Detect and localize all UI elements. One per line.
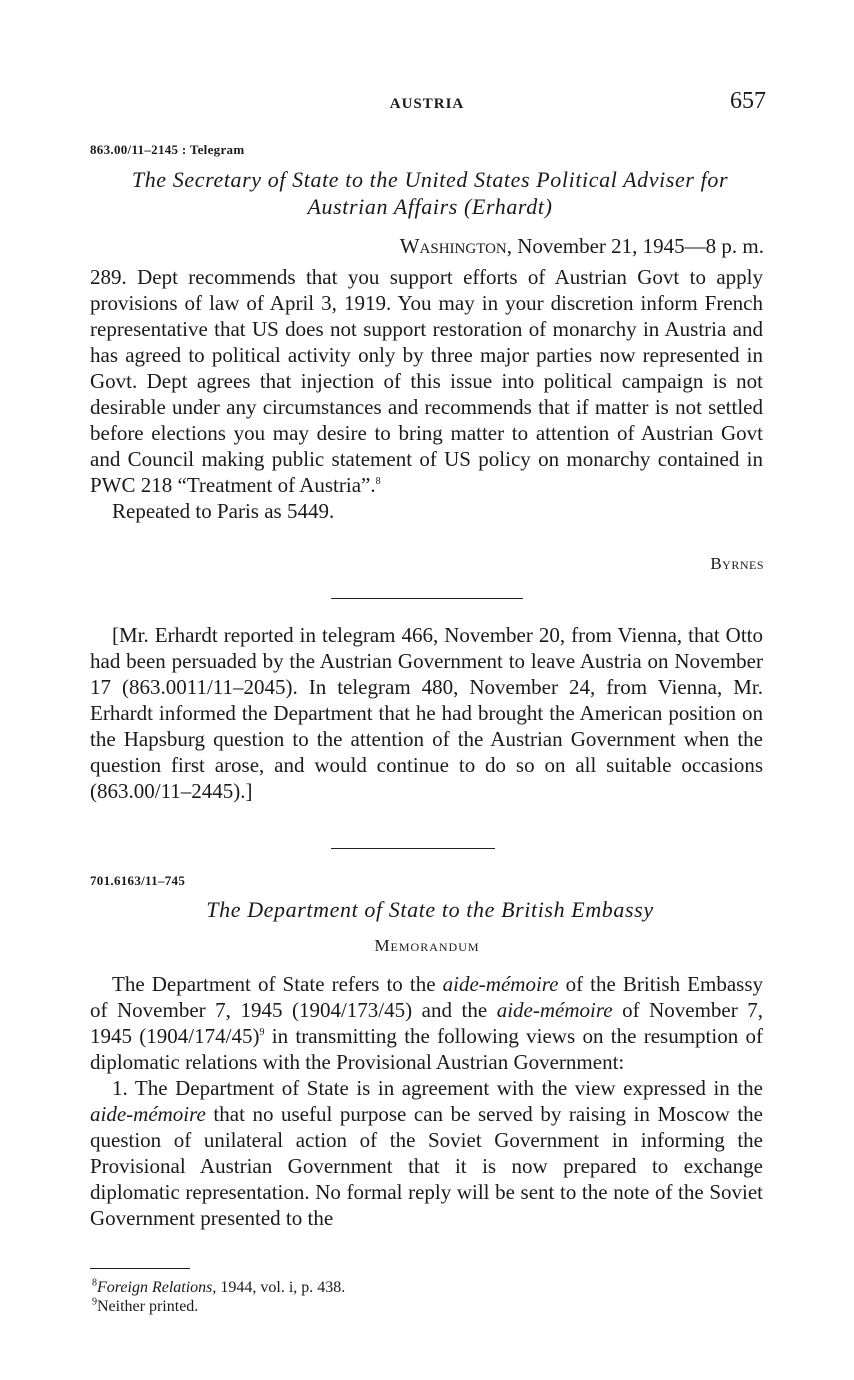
running-head: AUSTRIA [389, 96, 465, 112]
footnote-rule [90, 1268, 190, 1269]
section-divider [331, 598, 523, 599]
telegram-body [90, 264, 763, 524]
dateline [400, 234, 764, 259]
footnote: $^9$Neither printed. [92, 1296, 199, 1315]
section-divider [331, 848, 495, 849]
page-number: 657 [730, 88, 766, 114]
document-title: The Department of State to the British Embassy [206, 897, 654, 922]
dateline-date: , November 21, 1945—8 p. m. [506, 234, 764, 258]
memorandum-paragraph: The Department of State refers to the aide-mémoire of the British Embassy of November 7, 1945 (1904/173/45) and the aide-mémoire of November 7, 1945 $(1904/174/45)^9$ in transmitting the following views on the resumption of diplomatic relations with the Provisional Austrian Government: [90, 972, 764, 1074]
memorandum-body [90, 971, 763, 1231]
file-reference: 701.6163/11–745 [90, 873, 186, 888]
footnote-marker: 9 [259, 1027, 265, 1038]
file-reference: 863.00/11–2145 : Telegram [90, 142, 245, 157]
footnote-marker: 8 [375, 476, 381, 487]
editorial-note-text: [Mr. Erhardt reported in telegram 466, November 20, from Vienna, that Otto had been persuaded by the Austrian Government to leave Austria on November 17 (863.0011/11–2045). In telegram 480, November 24, from Vienna, Mr. Erhardt informed the Department that he had brought the American position on the Hapsburg question to the attention of the Austrian Government when the question first arose, and would continue to do so on all suitable occasions (863.00/11–2445).] [90, 623, 763, 803]
memorandum-paragraph: 1. The Department of State is in agreement with the view expressed in the aide-mémoire that no useful purpose can be served by raising in Moscow the question of unilateral action of the Soviet Government in informing the Provisional Austrian Government that it is now prepared to exchange diplomatic representation. No formal reply will be sent to the note of the Soviet Government presented to the [90, 1076, 763, 1230]
telegram-repeat-note: Repeated to Paris as 5449. [112, 499, 335, 523]
signature: Byrnes [710, 554, 764, 573]
dateline-place: Washington [399, 234, 507, 258]
document-title-line-2: Austrian Affairs (Erhardt) [307, 194, 553, 219]
editorial-note [90, 622, 763, 804]
telegram-paragraph: 289. Dept recommends that you support efforts of Austrian Govt to apply provisions of law of April 3, 1919. You may in your discretion inform French representative that US does not support restoration of monarchy in Austria and has agreed to political activity only by three major parties now represented in Govt. Dept agrees that injection of this issue into political campaign is not desirable under any circumstances and recommends that if matter is not settled before elections you may desire to bring matter to attention of Austrian Govt and Council making public statement of US policy on monarchy contained in PWC 218 “Treatment of Austria”.$^8$ [90, 265, 763, 497]
footnotes [92, 1278, 345, 1316]
document-title [80, 166, 780, 220]
document-title-line-1: The Secretary of State to the United States Political Adviser for [131, 167, 729, 192]
footnote: $^8$Foreign Relations, 1944, vol. i, p. 438. [92, 1277, 346, 1296]
memorandum-heading: Memorandum [374, 936, 480, 955]
